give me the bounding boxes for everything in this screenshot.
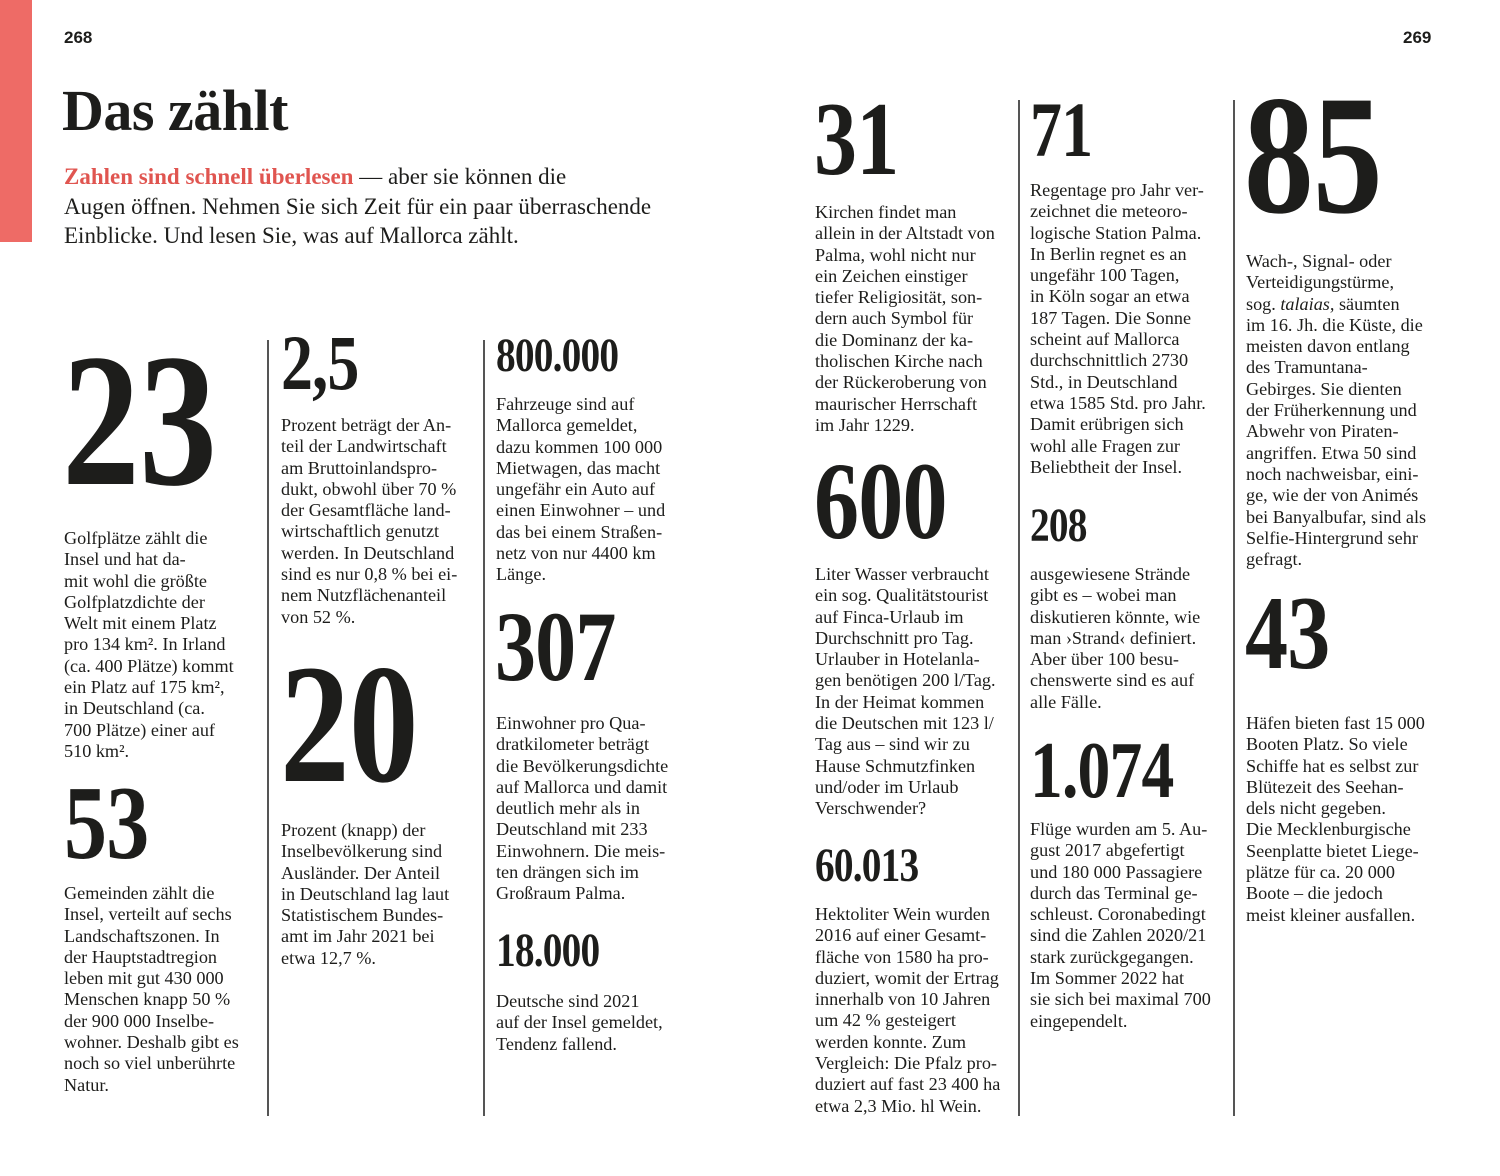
- fact-text-60013: Hektoliter Wein wurden 2016 auf einer Gesamt- fläche von 1580 ha pro- duziert, womit der Ertrag innerhalb von 10 Jahren um 42 % gesteigert werden konnte. Zum Vergleich: Die Pfalz pro- duziert auf fast 23 400 ha etwa 2,3 Mio. hl Wein.: [815, 904, 1001, 1116]
- fact-number-23: 23: [62, 316, 217, 526]
- fact-number-600: 600: [814, 440, 947, 562]
- fact-number-53: 53: [64, 764, 149, 881]
- column-divider: [267, 340, 269, 1116]
- accent-bar: [0, 0, 32, 242]
- intro-rest: — aber sie können die Augen öffnen. Nehmen Sie sich Zeit für ein paar überraschende Einblicke. Und lesen Sie, was auf Mallorca zählt.: [64, 164, 652, 248]
- fact-number-2-5: 2,5: [281, 319, 359, 406]
- fact-text-800000: Fahrzeuge sind auf Mallorca gemeldet, dazu kommen 100 000 Mietwagen, das macht ungefähr ein Auto auf einen Einwohner – und das bei einem Straßen- netz von nur 4400 km Länge.: [496, 394, 666, 585]
- fact-number-208: 208: [1030, 499, 1087, 552]
- intro-text: [64, 162, 724, 251]
- fact-text-1074: Flüge wurden am 5. Au- gust 2017 abgefertigt und 180 000 Passagiere durch das Terminal ge- schleust. Coronabedingt sind die Zahlen 2020/21 stark zurückgegangen. Im Sommer 2022 hat sie sich bei maximal 700 eingependelt.: [1030, 819, 1211, 1031]
- fact-text-307: Einwohner pro Qua- dratkilometer beträgt die Bevölkerungsdichte auf Mallorca und damit deutlich mehr als in Deutschland mit 233 Einwohnern. Die meis- ten drängen sich im Großraum Palma.: [496, 713, 669, 904]
- page-title: Das zählt: [62, 78, 288, 143]
- fact-text-53: Gemeinden zählt die Insel, verteilt auf sechs Landschaftszonen. In der Hauptstadtregion leben mit gut 430 000 Menschen knapp 50 % der 900 000 Inselbe- wohner. Deshalb gibt es noch so viel unberührte Natur.: [64, 883, 239, 1095]
- fact-text-43: Häfen bieten fast 15 000 Booten Platz. So viele Schiffe hat es selbst zur Blütezeit des Seehan- dels nicht gegeben. Die Mecklenburgische Seenplatte bietet Liege- plätze für ca. 20 000 Boote – die jedoch meist kleiner ausfallen.: [1246, 713, 1425, 925]
- fact-number-43: 43: [1245, 574, 1330, 691]
- fact-text-71: Regentage pro Jahr ver- zeichnet die meteoro- logische Station Palma. In Berlin regnet es an ungefähr 100 Tagen, in Köln sogar an etwa 187 Tagen. Die Sonne scheint auf Mallorca durchschnittlich 2730 Std., in Deutschland etwa 1585 Std. pro Jahr. Damit erübrigen sich wohl alle Fragen zur Beliebtheit der Insel.: [1030, 180, 1206, 477]
- fact-text-208: ausgewiesene Strände gibt es – wobei man diskutieren könnte, wie man ›Strand‹ definiert. Aber über 100 besu- chenswerte sind es auf alle Fälle.: [1030, 564, 1201, 712]
- fact-number-18000: 18.000: [496, 924, 600, 977]
- fact-text-31: Kirchen findet man allein in der Altstadt von Palma, wohl nicht nur ein Zeichen einstiger tiefer Religiosität, son- dern auch Symbol für die Dominanz der ka- tholischen Kirche nach der Rückeroberung von maurischer Herrschaft im Jahr 1229.: [815, 202, 995, 435]
- column-divider: [1018, 100, 1020, 1116]
- fact-number-71: 71: [1030, 86, 1093, 173]
- fact-number-1074: 1.074: [1030, 727, 1174, 815]
- fact-text-600: Liter Wasser verbraucht ein sog. Qualitätstourist auf Finca-Urlaub im Durchschnitt pro Tag. Urlauber in Hotelanla- gen benötigen 200 l/Tag. In der Heimat kommen die Deutschen mit 123 l/ Tag aus – sind wir zu Hause Schmutzfinken und/oder im Urlaub Verschwender?: [815, 564, 996, 819]
- intro-highlight: Zahlen sind schnell überlesen: [64, 164, 354, 189]
- fact-number-307: 307: [495, 591, 616, 702]
- column-divider: [483, 340, 485, 1116]
- fact-text-85-part-1: Wach-, Signal- oder Verteidigungstürme, sog.: [1246, 251, 1394, 314]
- fact-number-20: 20: [280, 630, 418, 818]
- fact-text-85-part-2: säumten im 16. Jh. die Küste, die meisten davon entlang des Tramuntana- Gebirges. Sie dienten der Früherkennung und Abwehr von Piraten- angriffen. Etwa 50 sind noch nachweisbar, eini- ge, wie der von Animés bei Banyalbufar, sind als Selfie-Hintergrund sehr gefragt.: [1246, 293, 1427, 570]
- fact-text-85-italic: talaias,: [1280, 293, 1335, 314]
- fact-number-800000: 800.000: [496, 329, 619, 382]
- fact-number-60013: 60.013: [815, 839, 919, 892]
- page-number-right: 269: [1403, 28, 1432, 47]
- fact-number-85: 85: [1244, 61, 1382, 249]
- fact-text-85: [1246, 251, 1426, 570]
- fact-text-18000: Deutsche sind 2021 auf der Insel gemeldet, Tendenz fallend.: [496, 991, 663, 1054]
- fact-number-31: 31: [814, 80, 899, 197]
- fact-text-2-5: Prozent beträgt der An- teil der Landwirtschaft am Bruttoinlandspro- dukt, obwohl über 70 % der Gesamtfläche land- wirtschaftlich genutzt werden. In Deutschland sind es nur 0,8 % bei ei- nem Nutzflächenanteil von 52 %.: [281, 415, 458, 627]
- fact-text-23: Golfplätze zählt die Insel und hat da- mit wohl die größte Golfplatzdichte der Welt mit einem Platz pro 134 km². In Irland (ca. 400 Plätze) kommt ein Platz auf 175 km², in Deutschland (ca. 700 Plätze) einer auf 510 km².: [64, 528, 234, 761]
- fact-text-20: Prozent (knapp) der Inselbevölkerung sind Ausländer. Der Anteil in Deutschland lag laut Statistischem Bundes- amt im Jahr 2021 bei etwa 12,7 %.: [281, 820, 450, 968]
- page-number-left: 268: [64, 28, 93, 47]
- column-divider: [1233, 100, 1235, 1116]
